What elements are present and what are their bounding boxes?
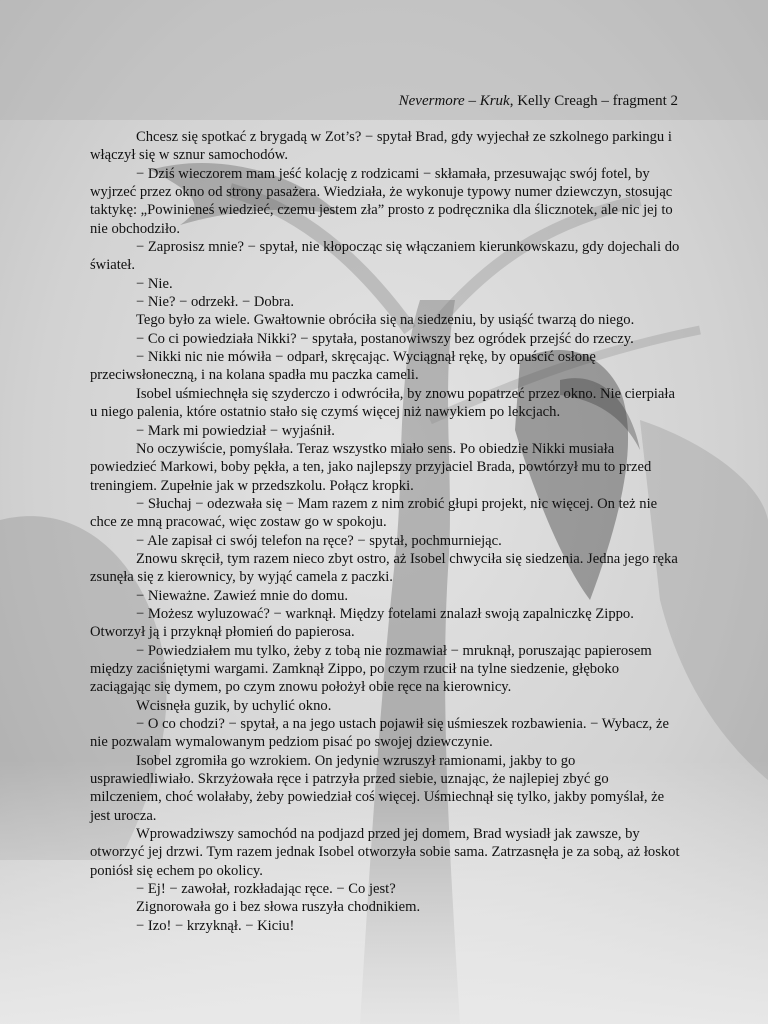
paragraph: − Nie. xyxy=(136,275,173,292)
paragraph: Wprowadziwszy samochód na podjazd przed jej domem, Brad wysiadł jak zawsze, by otworzyć jej drzwi. Tym razem jednak Isobel otworzyła sobie sama. Zatrzasnęła je za sobą, aż łoskot poniósł się echem po okolicy. xyxy=(90,826,680,879)
paragraph: − Mark mi powiedział − wyjaśnił. xyxy=(136,422,335,439)
header-book-title: Nevermore – Kruk xyxy=(398,93,510,109)
header-author-fragment: , Kelly Creagh – fragment 2 xyxy=(509,93,678,109)
paragraph: Wcisnęła guzik, by uchylić okno. xyxy=(136,697,332,714)
paragraph: No oczywiście, pomyślała. Teraz wszystko miało sens. Po obiedzie Nikki musiała powiedzieć Markowi, boby pękła, a ten, jako najlepszy przyjaciel Brada, powtórzył mu to przed treningiem. Zupełnie jak w przedszkolu. Połącz kropki. xyxy=(90,440,652,494)
paragraph: − Izo! − krzyknął. − Kiciu! xyxy=(136,917,295,934)
document-header xyxy=(399,92,678,110)
paragraph: − Nieważne. Zawieź mnie do domu. xyxy=(136,587,349,604)
paragraph: Znowu skręcił, tym razem nieco zbyt ostro, aż Isobel chwyciła się siedzenia. Jedna jego ręka zsunęła się z kierownicy, by wyjąć camela z paczki. xyxy=(90,550,678,586)
paragraph: − Nikki nic nie mówiła − odparł, skręcając. Wyciągnął rękę, by opuścić osłonę przeciwsłoneczną, i na kolana spadła mu paczka cameli. xyxy=(90,349,596,384)
paragraph: − Ale zapisał ci swój telefon na ręce? − spytał, pochmurniejąc. xyxy=(136,532,502,549)
paragraph: − Co ci powiedziała Nikki? − spytała, postanowiwszy bez ogródek przejść do rzeczy. xyxy=(136,330,634,347)
document-body xyxy=(90,128,682,935)
paragraph: − O co chodzi? − spytał, a na jego ustach pojawił się uśmieszek rozbawienia. − Wybacz, że nie pozwalam wymalowanym pedziom pisać po swojej dziewczynie. xyxy=(90,716,669,751)
paragraph: Zignorowała go i bez słowa ruszyła chodnikiem. xyxy=(136,899,421,916)
paragraph: − Ej! − zawołał, rozkładając ręce. − Co jest? xyxy=(136,881,396,898)
paragraph: − Zaprosisz mnie? − spytał, nie kłopocząc się włączaniem kierunkowskazu, gdy dojechali do świateł. xyxy=(90,239,680,274)
paragraph: − Możesz wyluzować? − warknął. Między fotelami znalazł swoją zapalniczkę Zippo. Otworzył ją i przyknął płomień do papierosa. xyxy=(90,605,634,641)
paragraph: Isobel zgromiła go wzrokiem. On jedynie wzruszył ramionami, jakby to go usprawiedliwiało. Skrzyżowała ręce i patrzyła przed siebie, uznając, że najlepiej zbyć go milczeniem, choć wolałaby, żeby powiedział coś więcej. Uśmiechnął się tylko, jakby pomyślał, że jest urocza. xyxy=(90,752,665,824)
paragraph: − Nie? − odrzekł. − Dobra. xyxy=(136,294,295,311)
paragraph: Isobel uśmiechnęła się szyderczo i odwróciła, by znowu popatrzeć przez okno. Nie cierpiała u niego palenia, które ostatnio stało się czymś więcej niż nawykiem po lekcjach. xyxy=(90,385,675,421)
paragraph: Chcesz się spotkać z brygadą w Zot’s? − spytał Brad, gdy wyjechał ze szkolnego parkingu i włączył się w sznur samochodów. xyxy=(90,129,672,164)
paragraph: − Słuchaj − odezwała się − Mam razem z nim zrobić głupi projekt, nic więcej. On też nie chce ze mną pracować, więc zostaw go w spokoju. xyxy=(90,495,658,531)
paragraph: Tego było za wiele. Gwałtownie obróciła się na siedzeniu, by usiąść twarzą do niego. xyxy=(136,312,635,329)
paragraph: − Powiedziałem mu tylko, żeby z tobą nie rozmawiał − mruknął, poruszając papierosem między zaciśniętymi wargami. Zamknął Zippo, po czym rzucił na tylne siedzenie, głęboko zaciągając się dymem, po czym znowu położył obie ręce na kierownicy. xyxy=(90,642,652,696)
paragraph: − Dziś wieczorem mam jeść kolację z rodzicami − skłamała, przesuwając swój fotel, by wyjrzeć przez okno od strony pasażera. Wiedziała, że wykonuje typowy numer dziewczyn, stosując taktykę: „Powinieneś wiedzieć, czemu jestem zła” prosto z podręcznika dla ślicznotek, ale nic jej to nie obchodziło. xyxy=(90,165,673,237)
